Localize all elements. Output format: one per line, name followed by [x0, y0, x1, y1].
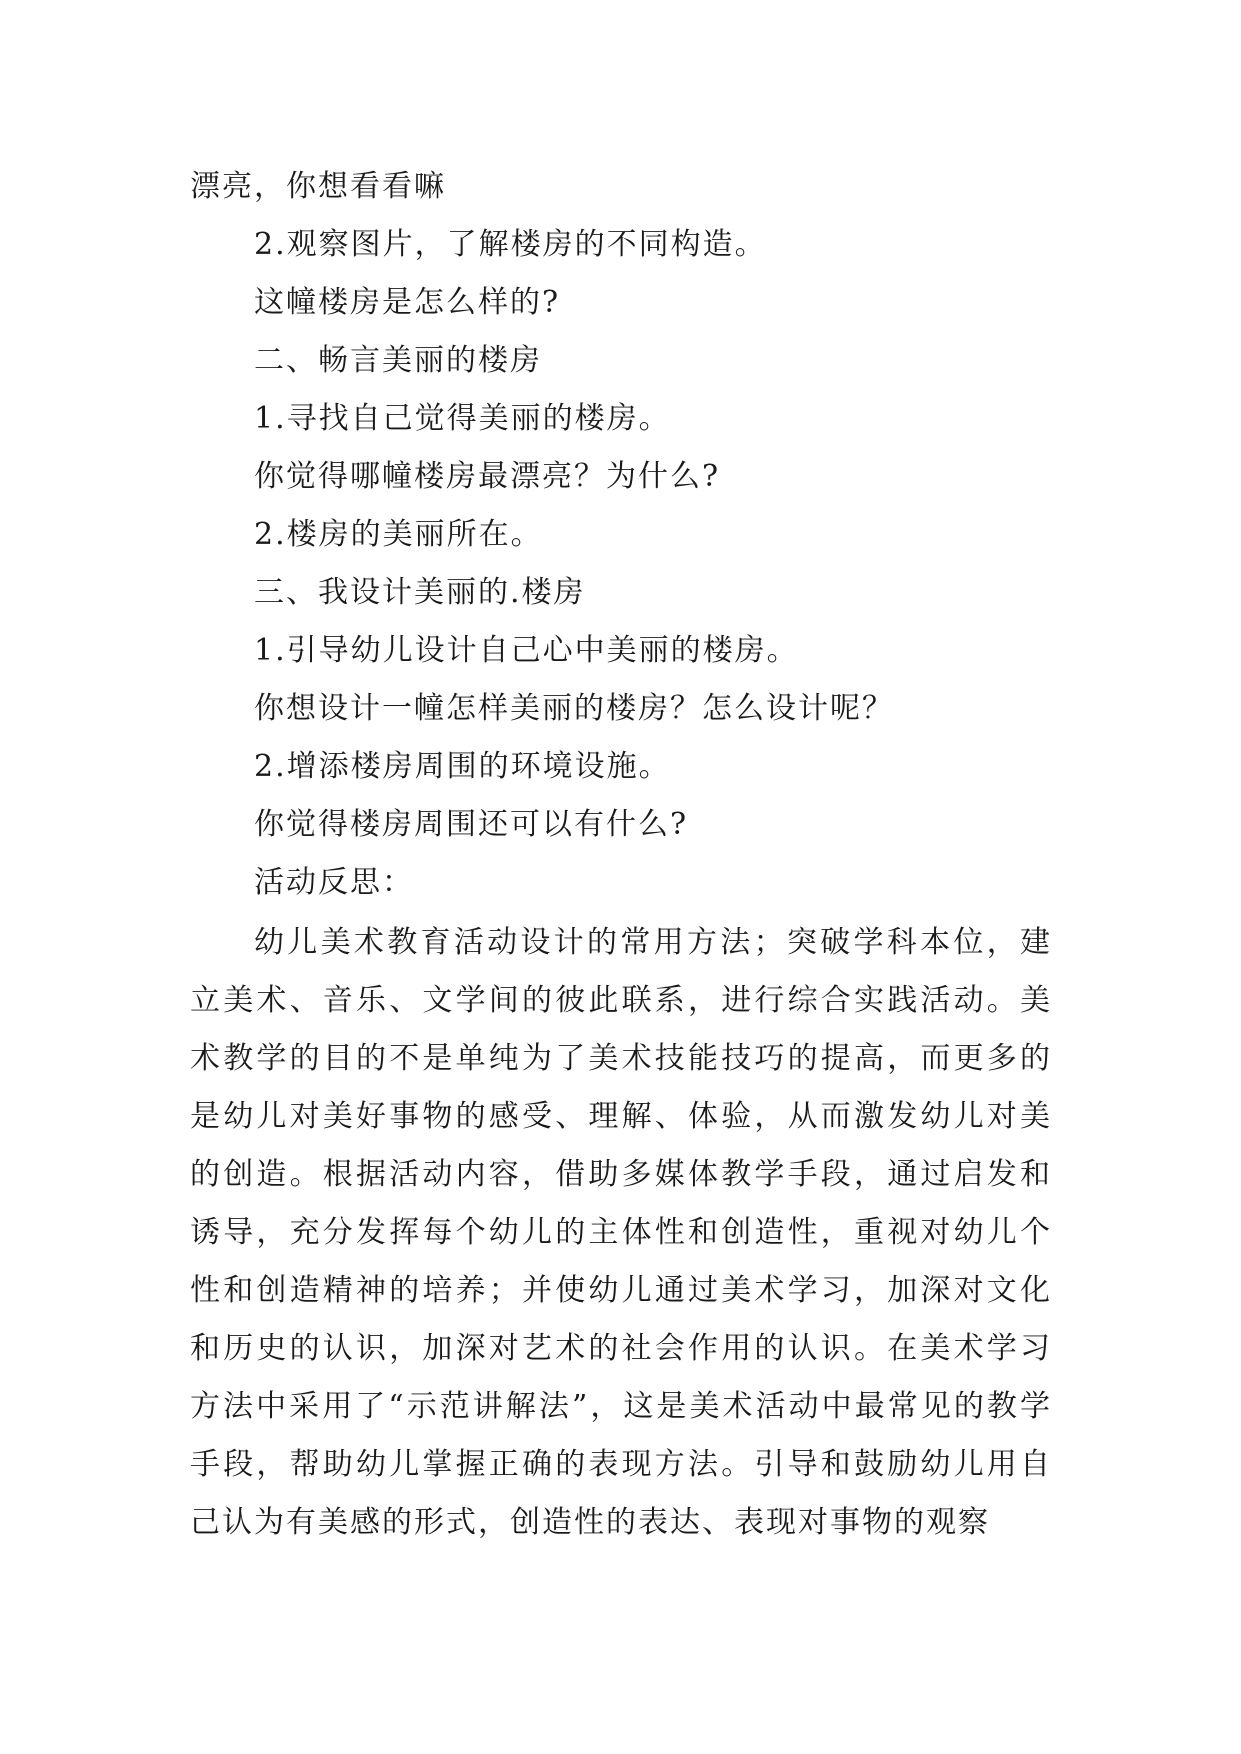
question-most-beautiful: 你觉得哪幢楼房最漂亮？为什么?: [254, 459, 721, 494]
section-heading-3: 三、我设计美丽的.楼房: [254, 575, 586, 610]
continuation-line: 漂亮，你想看看嘛: [190, 169, 446, 204]
step-add-facilities: 2.增添楼房周围的环境设施。: [254, 749, 671, 784]
step-guide-design: 1.引导幼儿设计自己心中美丽的楼房。: [254, 633, 799, 668]
question-surroundings: 你觉得楼房周围还可以有什么?: [254, 807, 689, 842]
question-design: 你想设计一幢怎样美丽的楼房？怎么设计呢？: [254, 691, 894, 726]
step-beauty-location: 2.楼房的美丽所在。: [254, 517, 543, 552]
question-building-shape: 这幢楼房是怎么样的?: [254, 285, 561, 320]
section-heading-2: 二、畅言美丽的楼房: [254, 343, 542, 378]
reflection-paragraph: 幼儿美术教育活动设计的常用方法；突破学科本位，建立美术、音乐、文学间的彼此联系，进行综合实践活动。美术教学的目的不是单纯为了美术技能技巧的提高，而更多的是幼儿对美好事物的感受、理解、体验，从而激发幼儿对美的创造。根据活动内容，借助多媒体教学手段，通过启发和诱导，充分发挥每个幼儿的主体性和创造性，重视对幼儿个性和创造精神的培养；并使幼儿通过美术学习，加深对文化和历史的认识，加深对艺术的社会作用的认识。在美术学习方法中采用了“示范讲解法”，这是美术活动中最常见的教学手段，帮助幼儿掌握正确的表现方法。引导和鼓励幼儿用自己认为有美感的形式，创造性的表达、表现对事物的观察: [190, 925, 1052, 1540]
reflection-heading: 活动反思：: [254, 865, 414, 900]
document-body: [190, 158, 1052, 1552]
step-observe-pictures: 2.观察图片，了解楼房的不同构造。: [254, 227, 767, 262]
step-find-beautiful: 1.寻找自己觉得美丽的楼房。: [254, 401, 671, 436]
